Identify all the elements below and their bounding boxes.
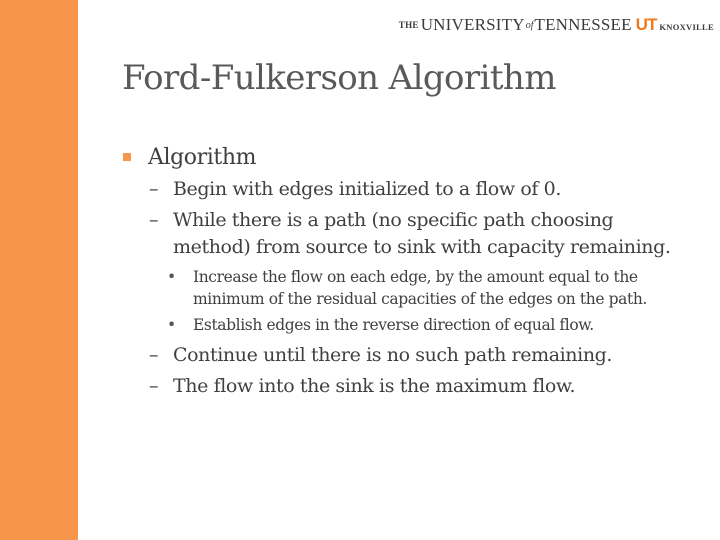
substep-increase-line-1: Increase the flow on each edge, by the amount equal to the [193,268,638,286]
step-while-line-2: method) from source to sink with capacity remaining. [173,236,671,258]
dash-marker: – [149,344,159,366]
orange-side-bar [0,0,78,540]
ut-mark-icon: UT [635,15,657,34]
dot-marker: • [167,316,177,334]
logo-knoxville: KNOXVILLE [659,22,714,32]
logo-of: of [525,19,534,31]
logo-the: THE [398,20,419,30]
step-result: The flow into the sink is the maximum flow. [173,375,576,397]
step-continue: Continue until there is no such path remaining. [173,344,613,366]
bullet-algorithm: Algorithm [148,145,257,170]
logo-university: UNIVERSITY [420,15,525,34]
dash-marker: – [149,375,159,397]
substep-establish: Establish edges in the reverse direction of equal flow. [193,316,594,334]
dash-marker: – [149,178,159,200]
dash-marker: – [149,209,159,231]
substep-increase-line-2: minimum of the residual capacities of the edges on the path. [193,290,647,308]
slide-title: Ford-Fulkerson Algorithm [122,58,556,98]
step-while-line-1: While there is a path (no specific path choosing [173,209,614,231]
square-bullet-icon [123,153,131,161]
logo-tennessee: TENNESSEE [534,15,632,34]
step-begin: Begin with edges initialized to a flow of 0. [173,178,561,200]
dot-marker: • [167,268,177,286]
university-logo [399,15,714,35]
